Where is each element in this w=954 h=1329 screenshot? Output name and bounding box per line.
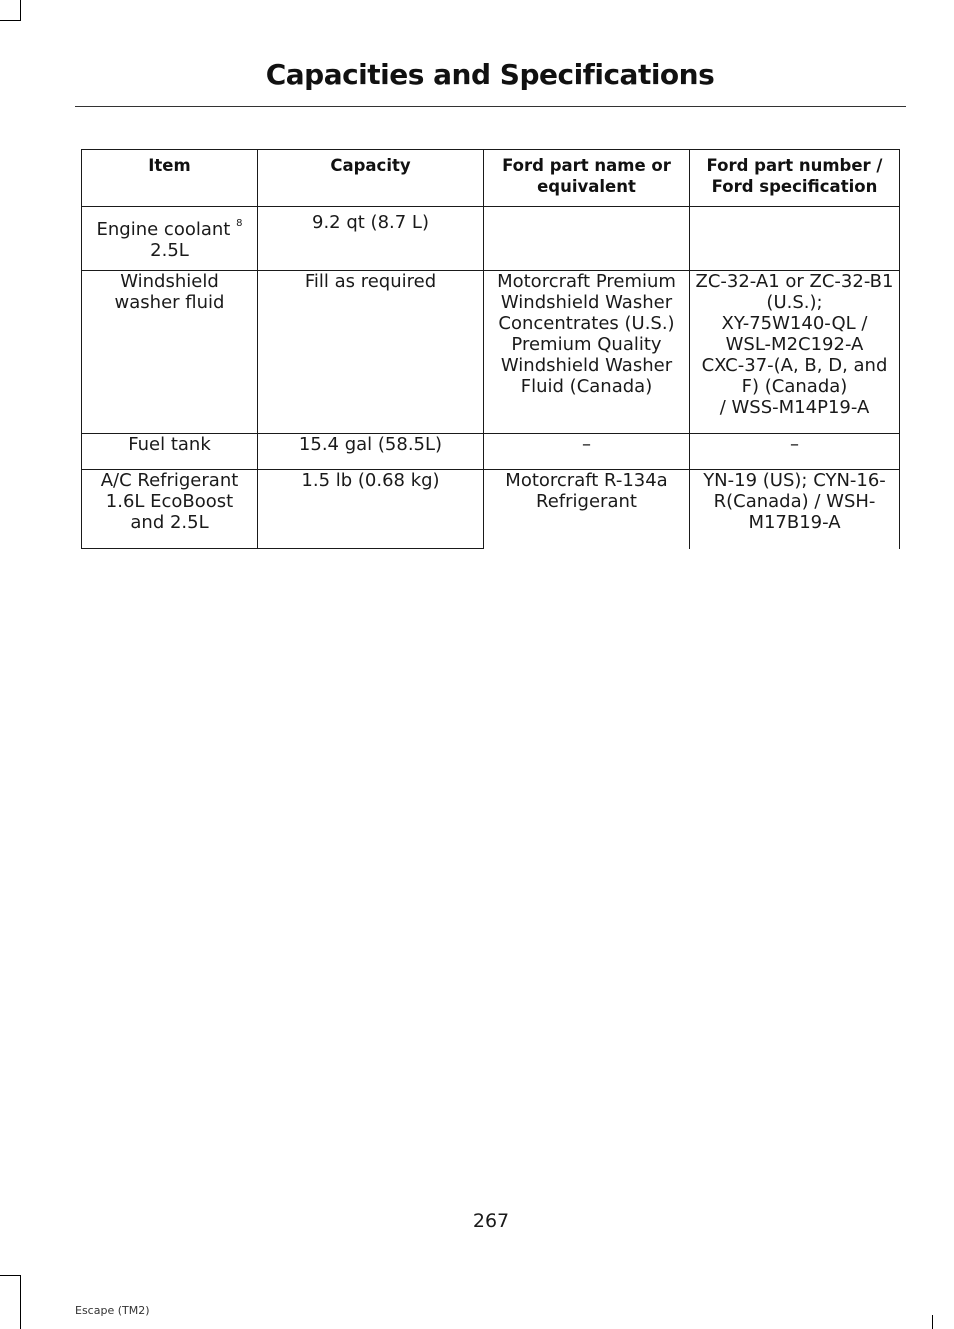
cell-line: / WSS-M14P19-A bbox=[719, 397, 870, 418]
crop-mark-top-left-v bbox=[20, 0, 21, 21]
cell-line: 1.6L EcoBoost bbox=[105, 491, 234, 512]
cell-line: (U.S.); bbox=[766, 292, 823, 313]
crop-mark-top-left-h bbox=[0, 20, 21, 21]
header-capacity: Capacity bbox=[258, 150, 484, 207]
header-part-number: Ford part number / Ford specification bbox=[690, 150, 900, 207]
table-row bbox=[82, 434, 900, 470]
cell-line: Refrigerant bbox=[536, 491, 637, 512]
cell-line: XY-75W140-QL / bbox=[721, 313, 868, 334]
cell-part-name bbox=[484, 207, 690, 271]
cell-line: CXC-37-(A, B, D, and bbox=[701, 355, 888, 376]
cell-line: Engine coolant bbox=[96, 219, 231, 240]
cell-line: Motorcraft R-134a bbox=[505, 470, 668, 491]
cell-line: Premium Quality bbox=[511, 334, 662, 355]
page-title: Capacities and Specifications bbox=[265, 58, 715, 91]
cell-line: M17B19-A bbox=[748, 512, 841, 533]
cell-part-number bbox=[690, 271, 900, 434]
cell-item: Fuel tank bbox=[82, 434, 258, 470]
cell-line: Windshield Washer bbox=[500, 355, 673, 376]
crop-mark-bottom-left-v bbox=[20, 1275, 21, 1329]
cell-line: R(Canada) / WSH- bbox=[713, 491, 876, 512]
title-divider bbox=[75, 106, 906, 107]
cell-capacity: 15.4 gal (58.5L) bbox=[258, 434, 484, 470]
cell-line: Windshield Washer bbox=[500, 292, 673, 313]
cell-item bbox=[82, 470, 258, 549]
table-row bbox=[82, 470, 900, 549]
cell-line: Windshield bbox=[120, 271, 219, 292]
header-item: Item bbox=[82, 150, 258, 207]
footer-model-label: Escape (TM2) bbox=[75, 1304, 150, 1317]
cell-capacity: 1.5 lb (0.68 kg) bbox=[258, 470, 484, 549]
header-part-name: Ford part name or equivalent bbox=[484, 150, 690, 207]
cell-item bbox=[82, 207, 258, 271]
page-number: 267 bbox=[472, 1210, 510, 1232]
cell-capacity: Fill as required bbox=[258, 271, 484, 434]
cell-part-name: – bbox=[484, 434, 690, 470]
cell-part-number bbox=[690, 470, 900, 549]
table-row bbox=[82, 271, 900, 434]
cell-line: Motorcraft Premium bbox=[497, 271, 676, 292]
crop-mark-bottom-right-v bbox=[932, 1315, 933, 1329]
cell-line: ZC-32-A1 or ZC-32-B1 bbox=[695, 271, 894, 292]
cell-line: Fluid (Canada) bbox=[520, 376, 653, 397]
cell-part-number: – bbox=[690, 434, 900, 470]
cell-line: 2.5L bbox=[150, 240, 189, 261]
crop-mark-bottom-left-h bbox=[0, 1275, 21, 1276]
cell-item bbox=[82, 271, 258, 434]
cell-line bbox=[87, 219, 252, 240]
cell-line: WSL-M2C192-A bbox=[725, 334, 864, 355]
cell-line: YN-19 (US); CYN-16- bbox=[703, 470, 886, 491]
cell-line: F) (Canada) bbox=[741, 376, 848, 397]
cell-part-name bbox=[484, 271, 690, 434]
cell-line: Concentrates (U.S.) bbox=[498, 313, 675, 334]
table-header-row bbox=[82, 150, 900, 207]
table-row bbox=[82, 207, 900, 271]
cell-line: A/C Refrigerant bbox=[100, 470, 239, 491]
cell-part-name bbox=[484, 470, 690, 549]
cell-line: and 2.5L bbox=[130, 512, 209, 533]
cell-part-number bbox=[690, 207, 900, 271]
footnote-marker: 8 bbox=[236, 218, 243, 229]
cell-line: washer fluid bbox=[114, 292, 225, 313]
capacities-table bbox=[81, 149, 900, 549]
cell-capacity: 9.2 qt (8.7 L) bbox=[258, 207, 484, 271]
